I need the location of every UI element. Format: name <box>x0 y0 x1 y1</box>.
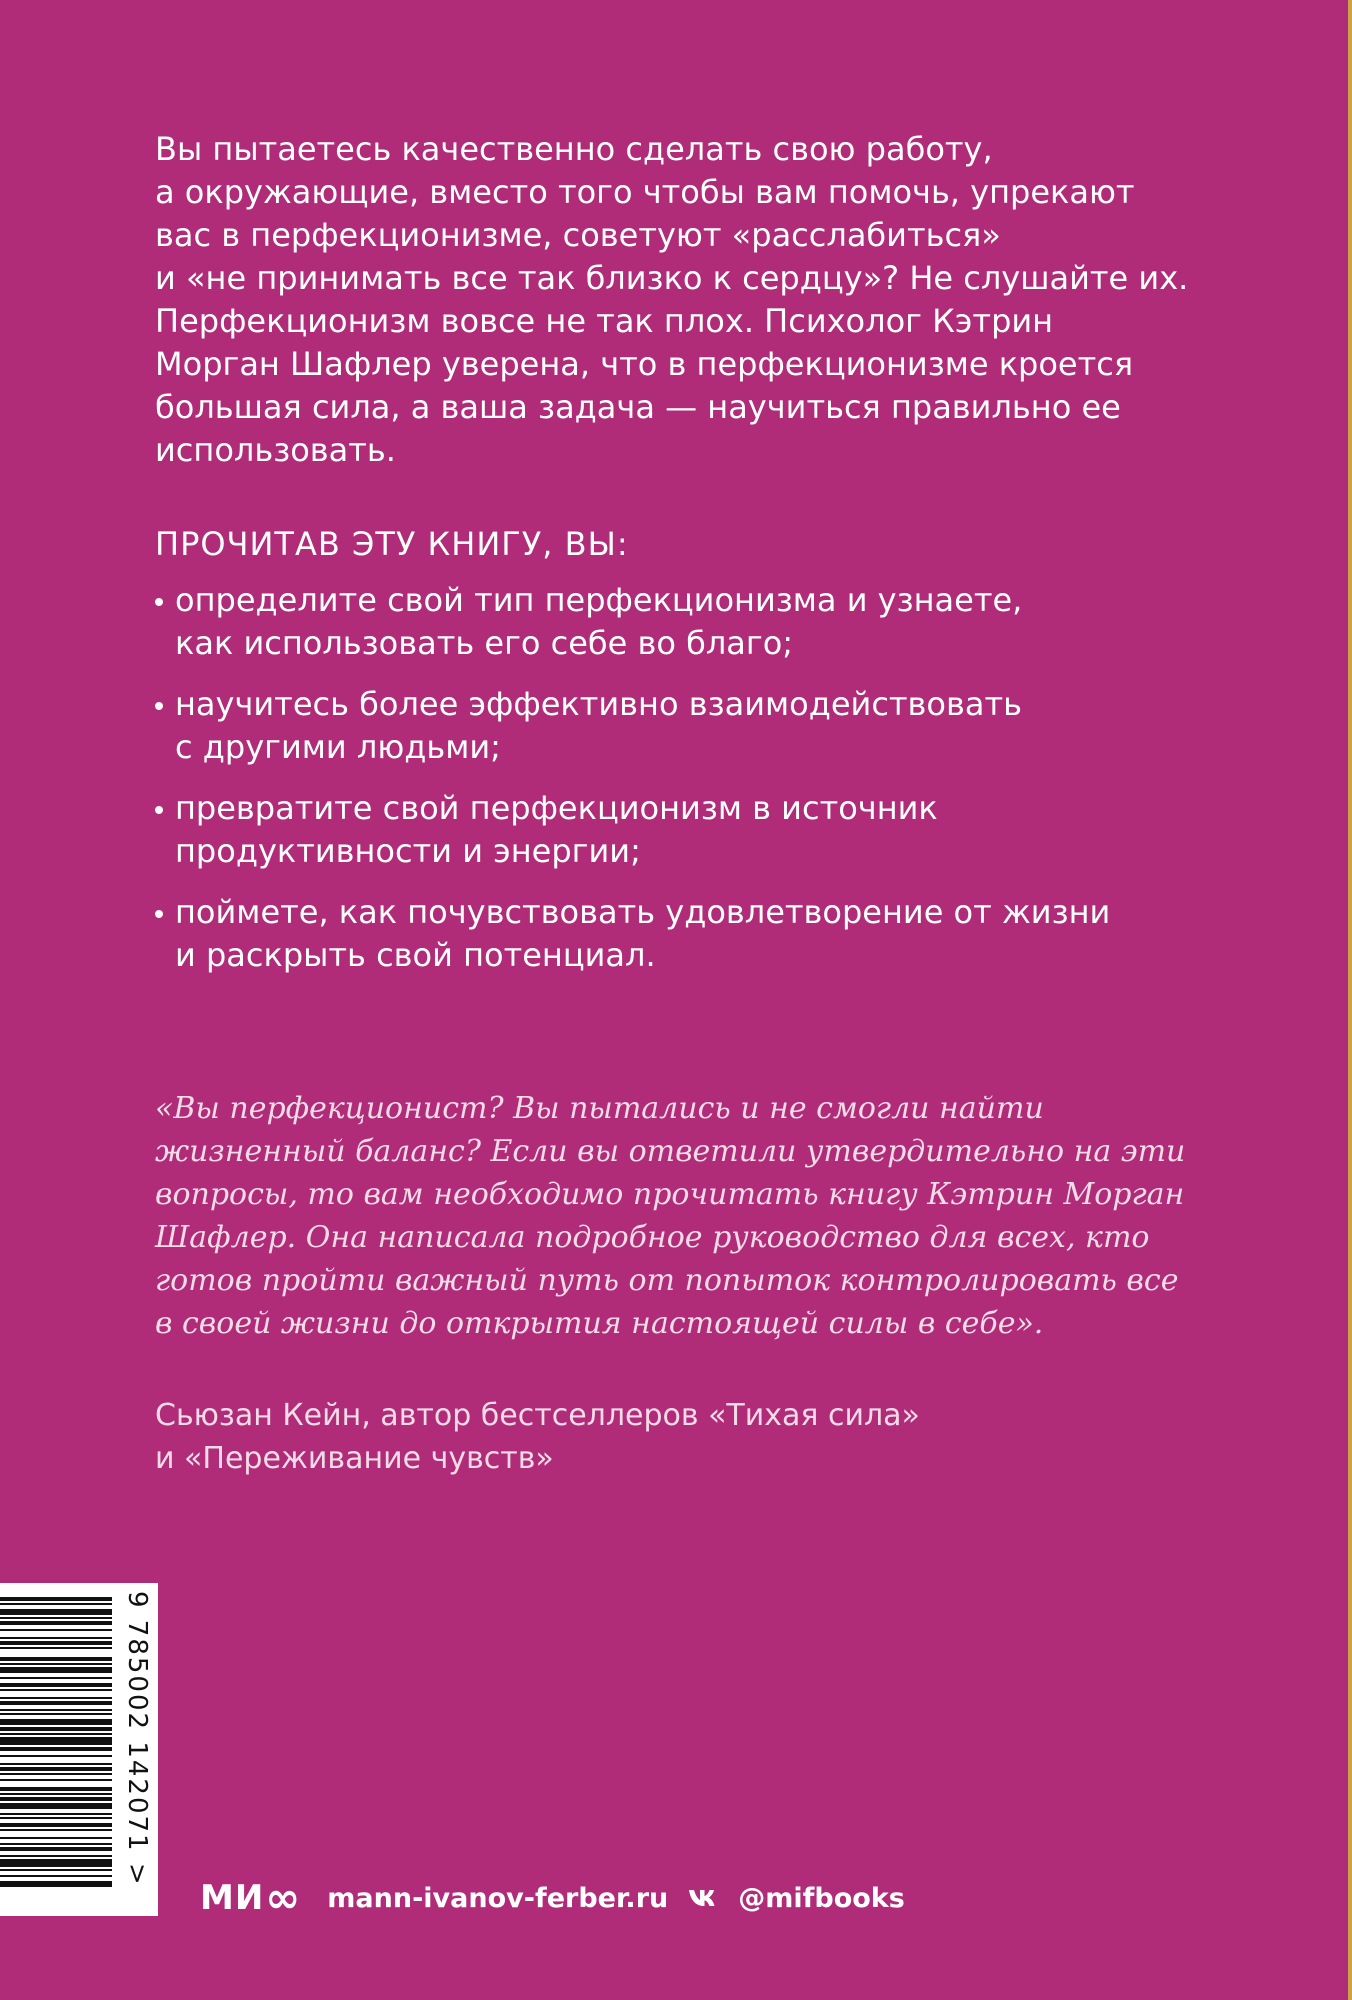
barcode-bar <box>0 1657 112 1661</box>
publisher-footer <box>200 1873 905 1922</box>
barcode-bar <box>0 1767 112 1771</box>
barcode-bar <box>0 1755 112 1757</box>
barcode-bar <box>0 1667 112 1673</box>
barcode-bar <box>0 1837 112 1839</box>
social-handle[interactable]: @mifbooks <box>738 1882 905 1914</box>
list-item-line: и раскрыть свой потенциал. <box>175 936 656 974</box>
intro-line: Вы пытаетесь качественно сделать свою работу, <box>155 130 993 168</box>
barcode-digits <box>118 1591 154 1911</box>
bullet-dot-icon <box>155 806 163 814</box>
list-item <box>155 891 1195 977</box>
isbn-barcode <box>0 1583 158 1916</box>
barcode-bar <box>0 1813 112 1815</box>
list-item <box>155 683 1195 769</box>
barcode-bar <box>0 1843 112 1845</box>
barcode-bar <box>0 1727 112 1731</box>
publisher-logo <box>200 1873 302 1922</box>
intro-line: и «не принимать все так близко к сердцу»? Не слушайте их. <box>155 259 1189 297</box>
barcode-bar <box>0 1803 112 1809</box>
barcode-bar <box>0 1617 112 1619</box>
barcode-bar <box>0 1641 112 1645</box>
barcode-bar <box>0 1733 112 1735</box>
barcode-bar <box>0 1637 112 1639</box>
barcode-bar <box>0 1797 112 1801</box>
barcode-bar <box>0 1719 112 1725</box>
list-item-line: как использовать его себе во благо; <box>175 624 794 662</box>
bullet-dot-icon <box>155 702 163 710</box>
barcode-bar <box>0 1793 112 1795</box>
spine-edge <box>1348 0 1352 2000</box>
infinity-icon: ∞ <box>265 1873 302 1922</box>
barcode-bar <box>0 1629 112 1631</box>
quote-attribution <box>155 1394 920 1480</box>
list-item-line: поймете, как почувствовать удовлетворение от жизни <box>175 893 1111 931</box>
barcode-bar <box>0 1859 112 1867</box>
quote-line: «Вы перфекционист? Вы пытались и не смогли найти <box>155 1091 1044 1126</box>
barcode-bar <box>0 1737 112 1745</box>
barcode-bar <box>0 1881 112 1887</box>
quote-line: вопросы, то вам необходимо прочитать книгу Кэтрин Морган <box>155 1177 1185 1212</box>
quote-line: готов пройти важный путь от попыток контролировать все <box>155 1263 1179 1298</box>
intro-line: Перфекционизм вовсе не так плох. Психолог Кэтрин <box>155 302 1054 340</box>
list-item-line: превратите свой перфекционизм в источник <box>175 789 938 827</box>
barcode-bar <box>0 1701 112 1705</box>
list-item-line: научитесь более эффективно взаимодействовать <box>175 685 1022 723</box>
review-quote <box>155 1087 1195 1345</box>
intro-line: Морган Шафлер уверена, что в перфекционизме кроется <box>155 345 1134 383</box>
barcode-bar <box>0 1779 112 1781</box>
benefits-heading: ПРОЧИТАВ ЭТУ КНИГУ, ВЫ: <box>155 525 629 563</box>
list-item-line: определите свой тип перфекционизма и узнаете, <box>175 581 1023 619</box>
barcode-bar <box>0 1663 112 1665</box>
barcode-bar <box>0 1787 112 1791</box>
barcode-bar <box>0 1697 112 1699</box>
list-item <box>155 579 1195 665</box>
barcode-bar <box>0 1597 112 1601</box>
website-link[interactable]: mann-ivanov-ferber.ru <box>327 1882 669 1914</box>
attribution-line: и «Переживание чувств» <box>155 1441 554 1476</box>
list-item-line: продуктивности и энергии; <box>175 832 641 870</box>
barcode-bar <box>0 1829 112 1831</box>
barcode-bar <box>0 1603 112 1605</box>
barcode-bar <box>0 1713 112 1715</box>
intro-line: вас в перфекционизме, советуют «расслабиться» <box>155 216 1001 254</box>
main-content <box>155 128 1195 995</box>
quote-line: Шафлер. Она написала подробное руководство для всех, кто <box>155 1220 1150 1255</box>
barcode-bar <box>0 1823 112 1827</box>
list-item <box>155 787 1195 873</box>
barcode-bar <box>0 1677 112 1679</box>
barcode-bars <box>0 1583 118 1916</box>
barcode-bar <box>0 1621 112 1625</box>
barcode-bar <box>0 1817 112 1819</box>
barcode-number: 9 785002 142071 > <box>122 1591 152 1887</box>
attribution-line: Сьюзан Кейн, автор бестселлеров «Тихая сила» <box>155 1398 920 1433</box>
barcode-bar <box>0 1773 112 1775</box>
logo-letters: МИ <box>200 1878 265 1918</box>
barcode-bar <box>0 1689 112 1691</box>
barcode-bar <box>0 1855 112 1857</box>
barcode-bar <box>0 1875 112 1877</box>
barcode-bar <box>0 1709 112 1711</box>
barcode-bar <box>0 1869 112 1871</box>
barcode-bar <box>0 1609 112 1615</box>
intro-paragraph <box>155 128 1195 472</box>
intro-line: а окружающие, вместо того чтобы вам помочь, упрекают <box>155 173 1135 211</box>
barcode-bar <box>0 1647 112 1649</box>
vk-icon[interactable] <box>688 1888 720 1908</box>
benefits-list <box>155 579 1195 977</box>
quote-line: в своей жизни до открытия настоящей силы в себе». <box>155 1306 1044 1341</box>
barcode-bar <box>0 1763 112 1765</box>
bullet-dot-icon <box>155 910 163 918</box>
list-item-line: с другими людьми; <box>175 728 501 766</box>
quote-line: жизненный баланс? Если вы ответили утвердительно на эти <box>155 1134 1186 1169</box>
barcode-bar <box>0 1683 112 1687</box>
barcode-bar <box>0 1747 112 1751</box>
intro-line: большая сила, а ваша задача — научиться правильно ее <box>155 388 1121 426</box>
barcode-bar <box>0 1847 112 1851</box>
intro-line: использовать. <box>155 431 396 469</box>
bullet-dot-icon <box>155 598 163 606</box>
